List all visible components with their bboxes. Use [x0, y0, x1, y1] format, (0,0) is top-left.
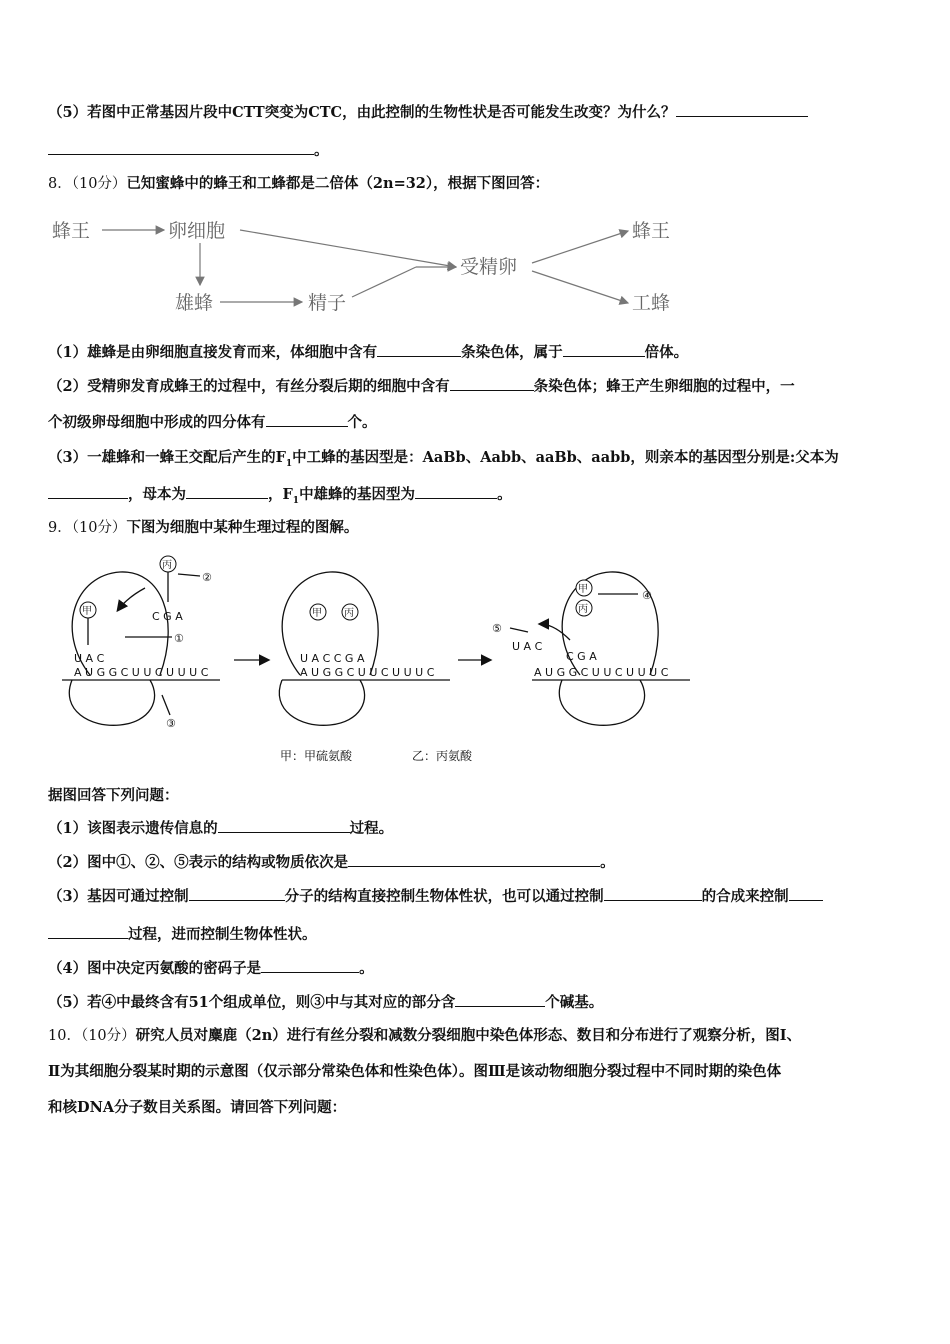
q9-translation-figure — [50, 550, 700, 770]
q9-part3-text-b: 分子的结构直接控制生物体性状，也可以通过控制 — [284, 888, 604, 905]
bee-zygote-label: 受精卵 — [460, 256, 518, 278]
q8-part3-text-a: （3）一雄蜂和一蜂王交配后产生的F — [48, 449, 286, 466]
q8-part1-text-c: 倍体。 — [644, 344, 689, 361]
q9-part4-text-b: 。 — [359, 960, 374, 977]
q8-part3-blank-1[interactable] — [48, 484, 128, 499]
q9-part3-text-d: 过程，进而控制生物体性状。 — [128, 926, 317, 943]
q8-part3-sub: 1 — [285, 458, 293, 469]
q8-number: 8． — [48, 176, 72, 192]
q9-part2 — [48, 852, 615, 873]
codon-uac-3: U A C — [512, 640, 543, 653]
bee-queen-label: 蜂王 — [52, 220, 91, 242]
q9-part5 — [48, 992, 603, 1013]
q9-part3-text-c: 的合成来控制 — [701, 888, 789, 905]
q9-part3-blank-4[interactable] — [48, 924, 128, 939]
q9-part3-blank-1[interactable] — [189, 886, 285, 901]
q10-stem-line2 — [48, 1062, 781, 1082]
q8-part2-text-b: 条染色体；蜂王产生卵细胞的过程中，一 — [533, 378, 795, 395]
q9-part2-text-a: （2）图中①、②、⑤表示的结构或物质依次是 — [48, 854, 349, 871]
q9-part5-text-a: （5）若④中最终含有51个组成单位，则③中与其对应的部分含 — [48, 994, 456, 1011]
bee-worker-label: 工蜂 — [632, 292, 671, 314]
q9-part1-blank[interactable] — [218, 818, 350, 833]
q10-stem-c: 和核DNA分子数目关系图。请回答下列问题： — [48, 1099, 347, 1116]
q9-part5-blank[interactable] — [455, 992, 545, 1007]
q8-part1-blank-1[interactable] — [377, 342, 461, 357]
q8-score: （10分） — [71, 176, 127, 192]
q9-number: 9． — [48, 520, 72, 536]
q10-number: 10． — [48, 1028, 81, 1044]
q9-part5-text-b: 个碱基。 — [545, 994, 604, 1011]
label-circle-4: ④ — [642, 589, 652, 602]
q8-part1-blank-2[interactable] — [563, 342, 645, 357]
bee-sperm-label: 精子 — [308, 292, 347, 314]
codon-cga-3: C G A — [566, 650, 597, 663]
q7-part5-end: 。 — [314, 142, 329, 159]
q8-part2-line1 — [48, 376, 795, 397]
q10-stem-a: 研究人员对麋鹿（2n）进行有丝分裂和减数分裂细胞中染色体形态、数目和分布进行了观察分析，图Ⅰ、 — [135, 1027, 802, 1044]
q8-part3-text-d: ，F — [268, 486, 293, 503]
q8-part2-text-a: （2）受精卵发育成蜂王的过程中，有丝分裂后期的细胞中含有 — [48, 378, 450, 395]
codon-uac-cga-2: U A C C G A — [300, 652, 365, 665]
q8-part3-text-e: 中雄蜂的基因型为 — [299, 486, 416, 503]
q7-part5-blank-2[interactable] — [48, 140, 314, 155]
label-circle-2: ② — [202, 571, 212, 584]
mrna-seq-1: A U G G C U U C U U U C — [74, 666, 209, 679]
ribosome-small-2 — [279, 680, 364, 725]
q8-part3-line2 — [48, 484, 512, 511]
q7-part5-blank-1[interactable] — [676, 102, 808, 117]
q8-part3-text-f: 。 — [497, 486, 512, 503]
q9-part2-text-b: 。 — [600, 854, 615, 871]
q10-stem-line3 — [48, 1098, 346, 1118]
q9-part3-line2 — [48, 924, 317, 945]
q9-intro — [48, 786, 179, 806]
q9-part3-blank-3[interactable] — [789, 886, 823, 901]
q8-part1 — [48, 342, 688, 363]
q8-part2-text-c: 个初级卵母细胞中形成的四分体有 — [48, 414, 266, 431]
mrna-seq-3: A U G G C U U C U U U C — [534, 666, 669, 679]
label-circle-3: ③ — [166, 717, 176, 730]
legend-jia: 甲：甲硫氨酸 — [280, 749, 353, 763]
q8-stem — [48, 174, 549, 194]
arrow-egg-zygote — [240, 230, 456, 267]
q9-part3-blank-2[interactable] — [604, 886, 702, 901]
codon-cga-1: C G A — [152, 610, 183, 623]
q8-stem-text: 已知蜜蜂中的蜂王和工蜂都是二倍体（2n=32），根据下图回答： — [126, 175, 550, 192]
q10-stem-b: Ⅱ为其细胞分裂某时期的示意图（仅示部分常染色体和性染色体）。图Ⅲ是该动物细胞分裂过程中不同时期的染色体 — [48, 1063, 782, 1080]
label-jia-3: 甲 — [578, 584, 588, 595]
arrow-zygote-queen — [532, 231, 628, 263]
q8-part1-text-b: 条染色体，属于 — [461, 344, 563, 361]
q10-stem-line1 — [48, 1026, 801, 1046]
q8-part1-text-a: （1）雄蜂是由卵细胞直接发育而来，体细胞中含有 — [48, 344, 378, 361]
q8-part2-blank-1[interactable] — [450, 376, 534, 391]
q9-part3-line1 — [48, 886, 823, 907]
label-jia-2: 甲 — [312, 608, 322, 619]
q9-part2-blank[interactable] — [348, 852, 600, 867]
label-bing-3: 丙 — [578, 604, 588, 615]
q9-part1 — [48, 818, 393, 839]
q9-intro-text: 据图回答下列问题： — [48, 787, 179, 804]
pointer-2 — [178, 574, 200, 576]
q9-part4-blank[interactable] — [261, 958, 359, 973]
q9-part4 — [48, 958, 374, 979]
q9-stem — [48, 518, 358, 538]
label-circle-5: ⑤ — [492, 622, 502, 635]
bee-drone-label: 雄蜂 — [175, 292, 214, 314]
q8-part3-line1 — [48, 448, 839, 474]
q8-part2-text-d: 个。 — [347, 414, 377, 431]
codon-uac-1: U A C — [74, 652, 105, 665]
q8-part3-sub2: 1 — [292, 495, 300, 506]
legend-yi: 乙：丙氨酸 — [412, 749, 473, 763]
label-circle-1: ① — [174, 632, 184, 645]
q7-part5-text: （5）若图中正常基因片段中CTT突变为CTC，由此控制的生物性状是否可能发生改变？为什么？ — [48, 104, 676, 121]
bee-queen-out-label: 蜂王 — [632, 220, 671, 242]
label-jia-1: 甲 — [82, 606, 92, 617]
arrow-sperm-zygote — [352, 267, 416, 297]
q8-bee-diagram — [40, 205, 700, 330]
pointer-3 — [162, 695, 170, 715]
q8-part3-text-b: 中工蜂的基因型是：AaBb、Aabb、aaBb、aabb，则亲本的基因型分别是:父本为 — [292, 449, 839, 466]
ribosome-small-3 — [559, 680, 644, 725]
q9-part3-text-a: （3）基因可通过控制 — [48, 888, 189, 905]
q9-part1-text-b: 过程。 — [349, 820, 394, 837]
q9-part1-text-a: （1）该图表示遗传信息的 — [48, 820, 218, 837]
mrna-seq-2: A U G G C U U C U U U C — [300, 666, 435, 679]
pointer-5 — [510, 628, 528, 632]
q7-part5-line2 — [48, 140, 329, 161]
q8-part3-blank-2[interactable] — [186, 484, 268, 499]
arrow-zygote-worker — [532, 271, 628, 303]
ribosome-small-1 — [69, 680, 154, 725]
q7-part5-line1 — [48, 102, 808, 123]
q10-score: （10分） — [80, 1028, 136, 1044]
arrow-trna-in-1 — [118, 588, 145, 610]
q9-stem-text: 下图为细胞中某种生理过程的图解。 — [126, 519, 359, 536]
q9-part4-text-a: （4）图中决定丙氨酸的密码子是 — [48, 960, 262, 977]
q8-part2-line2 — [48, 412, 377, 433]
label-bing-1: 丙 — [162, 560, 172, 571]
arrow-trna-out-3 — [540, 624, 570, 640]
q9-score: （10分） — [71, 520, 127, 536]
q8-part3-text-c: ，母本为 — [128, 486, 186, 503]
q8-part2-blank-2[interactable] — [266, 412, 348, 427]
q8-part3-blank-3[interactable] — [415, 484, 497, 499]
bee-egg-label: 卵细胞 — [168, 220, 226, 242]
label-bing-2: 丙 — [344, 608, 354, 619]
